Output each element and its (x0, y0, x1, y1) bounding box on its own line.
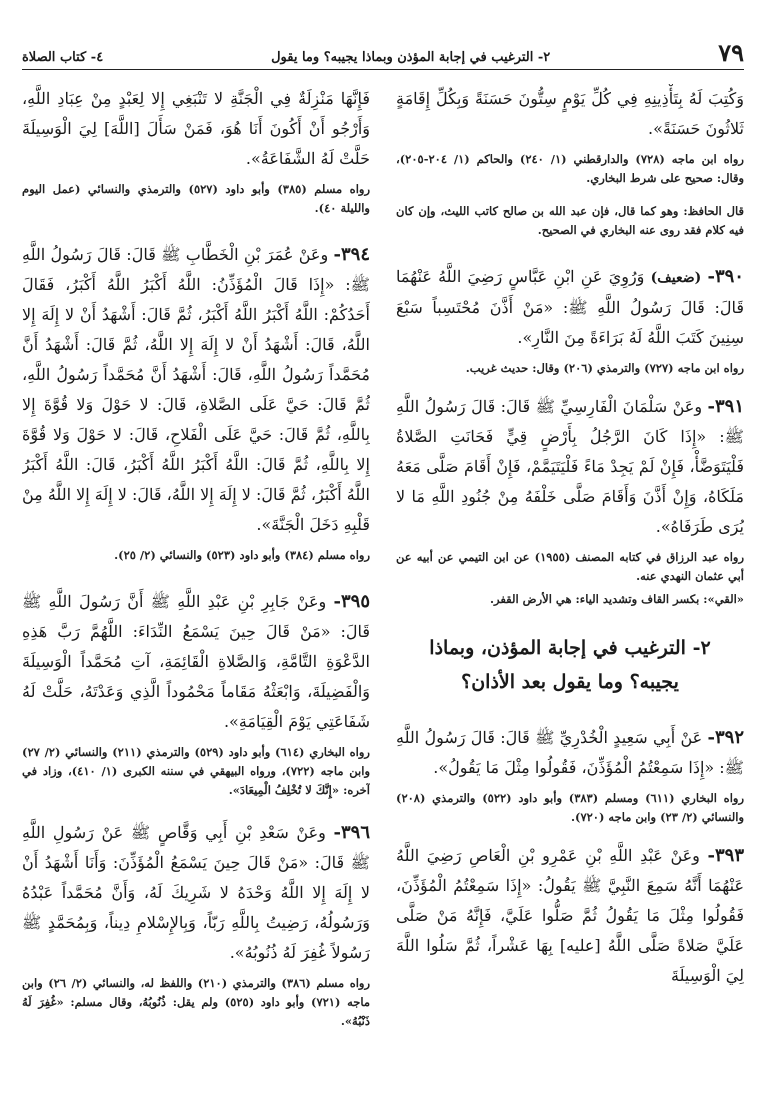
hadith-source: رواه البخاري (٦١٤) وأبو داود (٥٢٩) والترمذي (٢١١) والنسائي (٢/ ٢٧) وابن ماجه (٧٢٢)، ورواه البيهقي في سننه الكبرى (١/ ٤١٠)، وزاد في آخره: «إِنَّكَ لا تُخْلِفُ الْمِيعَادَ». (22, 745, 370, 797)
hadith-source: رواه ابن ماجه (٧٢٧) والترمذي (٢٠٦) وقال: حديث غريب. (465, 361, 744, 375)
hadith-395 (22, 587, 370, 737)
page-number: ٧٩ (718, 38, 744, 67)
hadith-text: وَرُوِيَ عَنِ ابْنِ عَبَّاسٍ رَضِيَ اللَّهُ عَنْهُمَا قَالَ: قَالَ رَسُولُ اللَّهِ ﷺ: «مَنْ أَذَّنَ مُحْتَسِباً سَبْعَ سِنِينَ كَتَبَ اللَّهُ لَهُ بَرَاءَةً مِنَ النَّارِ». (396, 267, 744, 347)
hadith-text: وعَنْ عَبْدِ اللَّهِ بْنِ عَمْرِو بْنِ الْعَاصِ رَضِيَ اللَّهُ عَنْهُمَا أَنَّهُ سَمِعَ النَّبِيَّ ﷺ يَقُولُ: «إِذَا سَمِعْتُمُ الْمُؤَذِّنَ، فَقُولُوا مِثْلَ مَا يَقُولُ ثُمَّ صَلُّوا عَلَيَّ، فَإِنَّهُ مَنْ صَلَّى عَلَيَّ صَلاةً صَلَّى اللَّهُ [عليه] بِهَا عَشْراً، ثُمَّ سَلُوا اللَّهَ لِيَ الْوَسِيلَةَ (396, 846, 744, 985)
hadith-393 (396, 841, 744, 991)
hadith-continuation: فَإِنَّهَا مَنْزِلَةٌ فِي الْجَنَّةِ لا تَنْبَغِي إِلا لِعَبْدٍ مِنْ عِبَادِ اللَّهِ، وَأَرْجُو أَنْ أَكُونَ أَنَا هُوَ، فَمَنْ سَأَلَ [اللَّهَ] لِيَ الْوَسِيلَةَ حَلَّتْ لَهُ الشَّفَاعَةُ». (22, 89, 370, 168)
hadith-continuation: وَكُتِبَ لَهُ بِتَأْذِينِهِ فِي كُلِّ يَوْمٍ سِتُّونَ حَسَنَةً وَبِكُلِّ إِقَامَةٍ ثَلاثُونَ حَسَنَةً». (396, 89, 744, 138)
hadith-source: رواه عبد الرزاق في كتابه المصنف (١٩٥٥) عن ابن التيمي عن أبيه عن أبي عثمان النهدي عنه. (396, 550, 744, 583)
hadith-text: وعَنْ جَابِرِ بْنِ عَبْدِ اللَّهِ ﷺ أَنَّ رَسُولَ اللَّهِ ﷺ قَالَ: «مَنْ قَالَ حِينَ يَسْمَعُ النِّدَاءَ: اللَّهُمَّ رَبَّ هَذِهِ الدَّعْوَةِ التَّامَّةِ، وَالصَّلاةِ الْقَائِمَةِ، آتِ مُحَمَّداً الْوَسِيلَةَ وَالْفَضِيلَةَ، وَابْعَثْهُ مَقَاماً مَحْمُوداً الَّذِي وَعَدْتَهُ، حَلَّتْ لَهُ شَفَاعَتِي يَوْمَ الْقِيَامَةِ». (22, 592, 370, 731)
hadith-text: وعَنْ سَلْمَانَ الْفَارِسِيِّ ﷺ قَالَ: قَالَ رَسُولُ اللَّهِ ﷺ: «إِذَا كَانَ الرَّجُلُ بِأَرْضٍ قِيٍّ فَحَانَتِ الصَّلاةُ فَلْيَتَوَضَّأْ، فَإِنْ لَمْ يَجِدْ مَاءً فَلْيَتَيَمَّمْ، فَإِنْ أَقَامَ صَلَّى مَعَهُ مَلَكَاهُ، وَإِنْ أَذَّنَ وَأَقَامَ صَلَّى خَلْفَهُ مِنْ جُنُودِ اللَّهِ مَا لا يُرَى طَرَفَاهُ». (396, 397, 744, 536)
left-column (22, 84, 370, 1084)
hadith-source: رواه البخاري (٦١١) ومسلم (٣٨٣) وأبو داود (٥٢٢) والترمذي (٢٠٨) والنسائي (٢/ ٢٣) وابن ماجه (٧٢٠). (396, 791, 744, 824)
hadith-394 (22, 240, 370, 540)
hadith-text: وعَنْ سَعْدِ بْنِ أَبِي وَقَّاصٍ ﷺ عَنْ رَسُولِ اللَّهِ ﷺ قَالَ: «مَنْ قَالَ حِينَ يَسْمَعُ الْمُؤَذِّنَ: وَأَنَا أَشْهَدُ أَنْ لا إِلَهَ إِلا اللَّهُ وَحْدَهُ لا شَرِيكَ لَهُ، وَأَنَّ مُحَمَّداً عَبْدُهُ وَرَسُولُهُ، رَضِيتُ بِاللَّهِ رَبّاً، وَبِالإِسْلامِ دِيناً، وَبِمُحَمَّدٍ ﷺ رَسُولاً غُفِرَ لَهُ ذُنُوبُهُ». (22, 823, 370, 962)
hafiz-note: قال الحافظ: وهو كما قال، فإن عبد الله بن صالح كاتب الليث، وإن كان فيه كلام فقد روى عنه البخاري في الصحيح. (396, 204, 744, 237)
page-header (22, 36, 744, 70)
hadith-390 (396, 262, 744, 353)
hadith-grade: (ضعيف) (650, 270, 702, 286)
chapter-running-title: ٤- كتاب الصلاة (22, 50, 104, 65)
hadith-number: ٣٩٤- (333, 244, 370, 265)
hadith-source: رواه ابن ماجه (٧٢٨) والدارقطني (١/ ٢٤٠) والحاكم (١/ ٢٠٤-٢٠٥)، وقال: صحيح على شرط البخاري. (396, 152, 744, 185)
hadith-number: ٣٩٠- (707, 266, 744, 287)
hadith-source: رواه مسلم (٣٨٥) وأبو داود (٥٢٧) والترمذي والنسائي (عمل اليوم والليلة ٤٠). (22, 182, 370, 215)
book-page (22, 36, 744, 1086)
hadith-text: وعَنْ عُمَرَ بْنِ الْخَطَّابِ ﷺ قَالَ: قَالَ رَسُولُ اللَّهِ ﷺ: «إِذَا قَالَ الْمُؤَذِّنُ: اللَّهُ أَكْبَرُ اللَّهُ أَكْبَرُ، فَقَالَ أَحَدُكُمْ: اللَّهُ أَكْبَرُ اللَّهُ أَكْبَرُ، ثُمَّ قَالَ: أَشْهَدُ أَنْ لا إِلَهَ إِلا اللَّهُ، قَالَ: أَشْهَدُ أَنْ لا إِلَهَ إِلا اللَّهُ، ثُمَّ قَالَ: أَشْهَدُ أَنَّ مُحَمَّداً رَسُولُ اللَّهِ، قَالَ: أَشْهَدُ أَنَّ مُحَمَّداً رَسُولُ اللَّهِ، ثُمَّ قَالَ: حَيَّ عَلَى الصَّلاةِ، قَالَ: لا حَوْلَ وَلا قُوَّةَ إِلا بِاللَّهِ، ثُمَّ قَالَ: حَيَّ عَلَى الْفَلاحِ، قَالَ: لا حَوْلَ وَلا قُوَّةَ إِلا بِاللَّهِ، ثُمَّ قَالَ: اللَّهُ أَكْبَرُ اللَّهُ أَكْبَرُ، قَالَ: اللَّهُ أَكْبَرُ اللَّهُ أَكْبَرُ، ثُمَّ قَالَ: لا إِلَهَ إِلا اللَّهُ، قَالَ: لا إِلَهَ إِلا اللَّهُ مِنْ قَلْبِهِ دَخَلَ الْجَنَّةَ». (22, 245, 370, 534)
hadith-text: عَنْ أَبِي سَعِيدٍ الْخُدْرِيِّ ﷺ قَالَ: قَالَ رَسُولُ اللَّهِ ﷺ: «إِذَا سَمِعْتُمُ الْمُؤَذِّنَ، فَقُولُوا مِثْلَ مَا يَقُولُ». (396, 728, 744, 777)
hadith-number: ٣٩٣- (707, 845, 744, 866)
hadith-396 (22, 818, 370, 968)
section-running-title: ٢- الترغيب في إجابة المؤذن وبماذا يجيبه؟ وما يقول (271, 50, 551, 65)
hadith-number: ٣٩٢- (707, 727, 744, 748)
chapter-heading: ٢- الترغيب في إجابة المؤذن، وبماذا يجيبه؟ وما يقول بعد الأذان؟ (429, 637, 711, 693)
right-column (396, 84, 744, 1084)
hadith-source: رواه مسلم (٣٨٤) وأبو داود (٥٢٣) والنسائي (٢/ ٢٥). (114, 548, 370, 562)
hadith-391 (396, 392, 744, 542)
hadith-number: ٣٩٥- (333, 591, 370, 612)
hadith-number: ٣٩١- (707, 396, 744, 417)
hadith-source: رواه مسلم (٣٨٦) والترمذي (٢١٠) واللفظ له، والنسائي (٢/ ٢٦) وابن ماجه (٧٢١) وأبو داود (٥٢٥) ولم يقل: ذُنُوبُهُ، وقال مسلم: «غُفِرَ لَهُ ذَنْبُهُ». (22, 976, 370, 1028)
word-gloss-note: «القي»: بكسر القاف وتشديد الياء: هي الأرض القفر. (490, 592, 744, 606)
hadith-number: ٣٩٦- (333, 822, 370, 843)
hadith-392 (396, 723, 744, 783)
